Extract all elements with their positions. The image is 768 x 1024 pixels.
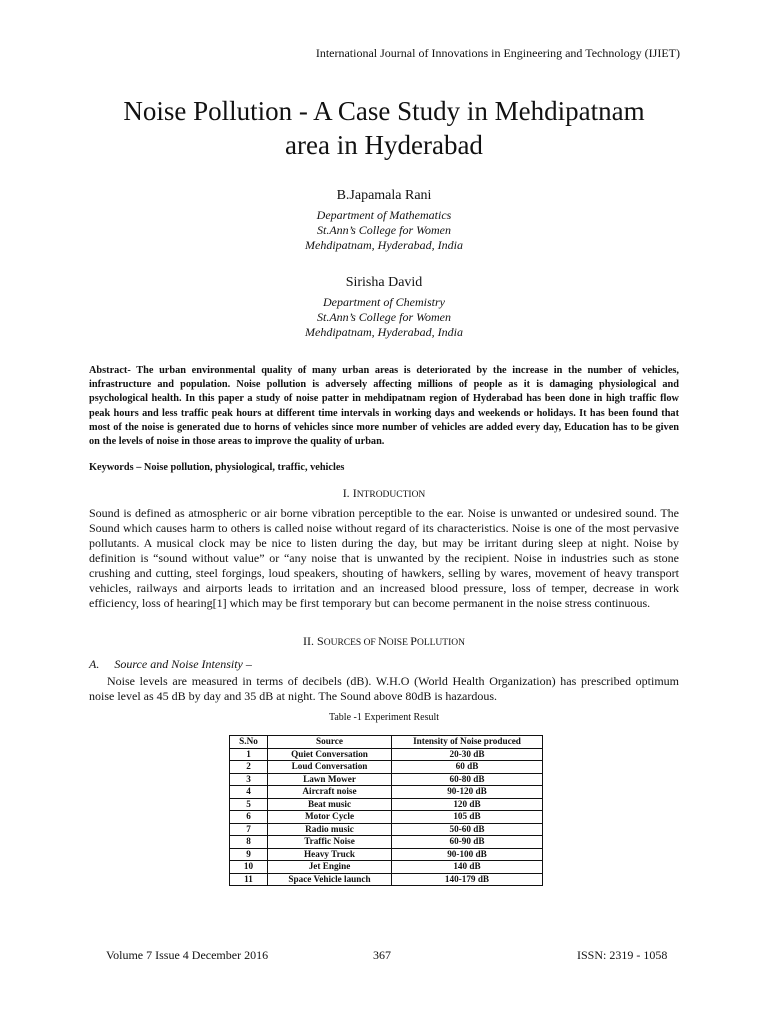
cell-sno: 8 xyxy=(230,836,268,849)
word-initial: N xyxy=(378,634,387,648)
word-initial: P xyxy=(410,634,417,648)
author-college: St.Ann’s College for Women xyxy=(317,310,451,324)
cell-sno: 6 xyxy=(230,811,268,824)
cell-intensity: 90-100 dB xyxy=(392,848,543,861)
section-number: I. xyxy=(342,486,353,500)
author-department: Department of Mathematics xyxy=(316,208,452,222)
keywords: Keywords – Noise pollution, physiological, traffic, vehicles xyxy=(89,462,345,473)
author-location: Mehdipatnam, Hyderabad, India xyxy=(305,325,463,339)
table-row xyxy=(230,798,543,811)
author-department: Department of Chemistry xyxy=(323,295,445,309)
table-row xyxy=(230,861,543,874)
author-name: B.Japamala Rani xyxy=(336,188,432,203)
section-rest: NTRODUCTION xyxy=(356,490,426,500)
cell-intensity: 105 dB xyxy=(392,811,543,824)
cell-source: Lawn Mower xyxy=(268,773,392,786)
cell-sno: 4 xyxy=(230,786,268,799)
cell-intensity: 90-120 dB xyxy=(392,786,543,799)
cell-sno: 7 xyxy=(230,823,268,836)
author-name: Sirisha David xyxy=(345,275,423,290)
abstract: Abstract- The urban environmental quality of many urban areas is deteriorated by the increase in the number of vehicles, infrastructure and population. Noise pollution is adversely affecting millions of people as it is damaging physiological and psychological health. In this paper a study of noise patter in mehdipatnam region of Hyderabad has been done in high traffic flow peak hours and less traffic peak hours at different time intervals in working days and weekends or holidays. It has been found that most of the noise is generated due to horns of vehicles since more number of vehicles are added every day, Education has to be given on the levels of noise in those areas to improve the quality of urban. xyxy=(89,365,679,448)
title-line-1: Noise Pollution - A Case Study in Mehdipatnam xyxy=(123,96,645,126)
cell-intensity: 20-30 dB xyxy=(392,748,543,761)
cell-source: Motor Cycle xyxy=(268,811,392,824)
cell-source: Radio music xyxy=(268,823,392,836)
cell-sno: 10 xyxy=(230,861,268,874)
cell-sno: 1 xyxy=(230,748,268,761)
author-1 xyxy=(0,187,768,253)
cell-intensity: 120 dB xyxy=(392,798,543,811)
cell-intensity: 60-90 dB xyxy=(392,836,543,849)
cell-intensity: 140-179 dB xyxy=(392,873,543,886)
table-row xyxy=(230,811,543,824)
word-rest: OLLUTION xyxy=(416,638,465,648)
cell-source: Aircraft noise xyxy=(268,786,392,799)
table-row xyxy=(230,773,543,786)
cell-source: Loud Conversation xyxy=(268,761,392,774)
cell-source: Jet Engine xyxy=(268,861,392,874)
cell-sno: 2 xyxy=(230,761,268,774)
subsection-heading: A. Source and Noise Intensity – xyxy=(89,657,252,671)
author-location: Mehdipatnam, Hyderabad, India xyxy=(305,238,463,252)
section-initial: I xyxy=(352,486,357,500)
table-row xyxy=(230,786,543,799)
section-heading-introduction xyxy=(0,486,768,501)
cell-sno: 5 xyxy=(230,798,268,811)
cell-source: Quiet Conversation xyxy=(268,748,392,761)
cell-source: Beat music xyxy=(268,798,392,811)
section-number: II. xyxy=(303,634,318,648)
title-line-2: area in Hyderabad xyxy=(285,130,483,160)
cell-sno: 3 xyxy=(230,773,268,786)
cell-source: Traffic Noise xyxy=(268,836,392,849)
word-initial: S xyxy=(317,634,324,648)
word-rest: OURCES OF xyxy=(323,638,379,648)
author-college: St.Ann’s College for Women xyxy=(317,223,451,237)
word-rest: OISE xyxy=(386,638,411,648)
author-2 xyxy=(0,274,768,340)
footer-page-number: 367 xyxy=(373,948,391,962)
table-row xyxy=(230,823,543,836)
table-row xyxy=(230,761,543,774)
header-source: Source xyxy=(268,736,392,749)
introduction-paragraph: Sound is defined as atmospheric or air borne vibration perceptible to the ear. Noise is unwanted or undesired sound. The Sound which causes harm to others is called noise without regard of its characteristics. Noise is one of the most pervasive pollutants. A musical clock may be nice to listen during the day, but may be irritant during sleep at night. Noise by definition is “sound without value” or “any noise that is unwanted by the recipient. Noise in industries such as stone crushing and cutting, steel forgings, loud speakers, shouting of hawkers, selling by wares, movement of heavy transport vehicles, railways and airports leads to irritation and an increased blood pressure, loss of temper, decrease in work efficiency, loss of hearing[1] which may be first temporary but can become permanent in the noise stress continuous. xyxy=(89,506,679,610)
header-intensity: Intensity of Noise produced xyxy=(392,736,543,749)
table-header-row xyxy=(230,736,543,749)
table-row xyxy=(230,836,543,849)
cell-sno: 11 xyxy=(230,873,268,886)
noise-table xyxy=(229,735,543,886)
cell-source: Space Vehicle launch xyxy=(268,873,392,886)
cell-sno: 9 xyxy=(230,848,268,861)
cell-source: Heavy Truck xyxy=(268,848,392,861)
table-row xyxy=(230,873,543,886)
footer-volume: Volume 7 Issue 4 December 2016 xyxy=(106,948,269,962)
footer-issn: ISSN: 2319 - 1058 xyxy=(577,948,668,962)
journal-header: International Journal of Innovations in Engineering and Technology (IJIET) xyxy=(315,46,680,60)
cell-intensity: 60 dB xyxy=(392,761,543,774)
paper-title xyxy=(0,94,768,162)
cell-intensity: 140 dB xyxy=(392,861,543,874)
header-sno: S.No xyxy=(230,736,268,749)
table-caption: Table -1 Experiment Result xyxy=(328,712,440,723)
section-heading-sources xyxy=(0,634,768,649)
table-row xyxy=(230,848,543,861)
table-row xyxy=(230,748,543,761)
sources-paragraph: Noise levels are measured in terms of decibels (dB). W.H.O (World Health Organization) has prescribed optimum noise level as 45 dB by day and 35 dB at night. The Sound above 80dB is hazardous. xyxy=(89,674,679,703)
cell-intensity: 50-60 dB xyxy=(392,823,543,836)
cell-intensity: 60-80 dB xyxy=(392,773,543,786)
